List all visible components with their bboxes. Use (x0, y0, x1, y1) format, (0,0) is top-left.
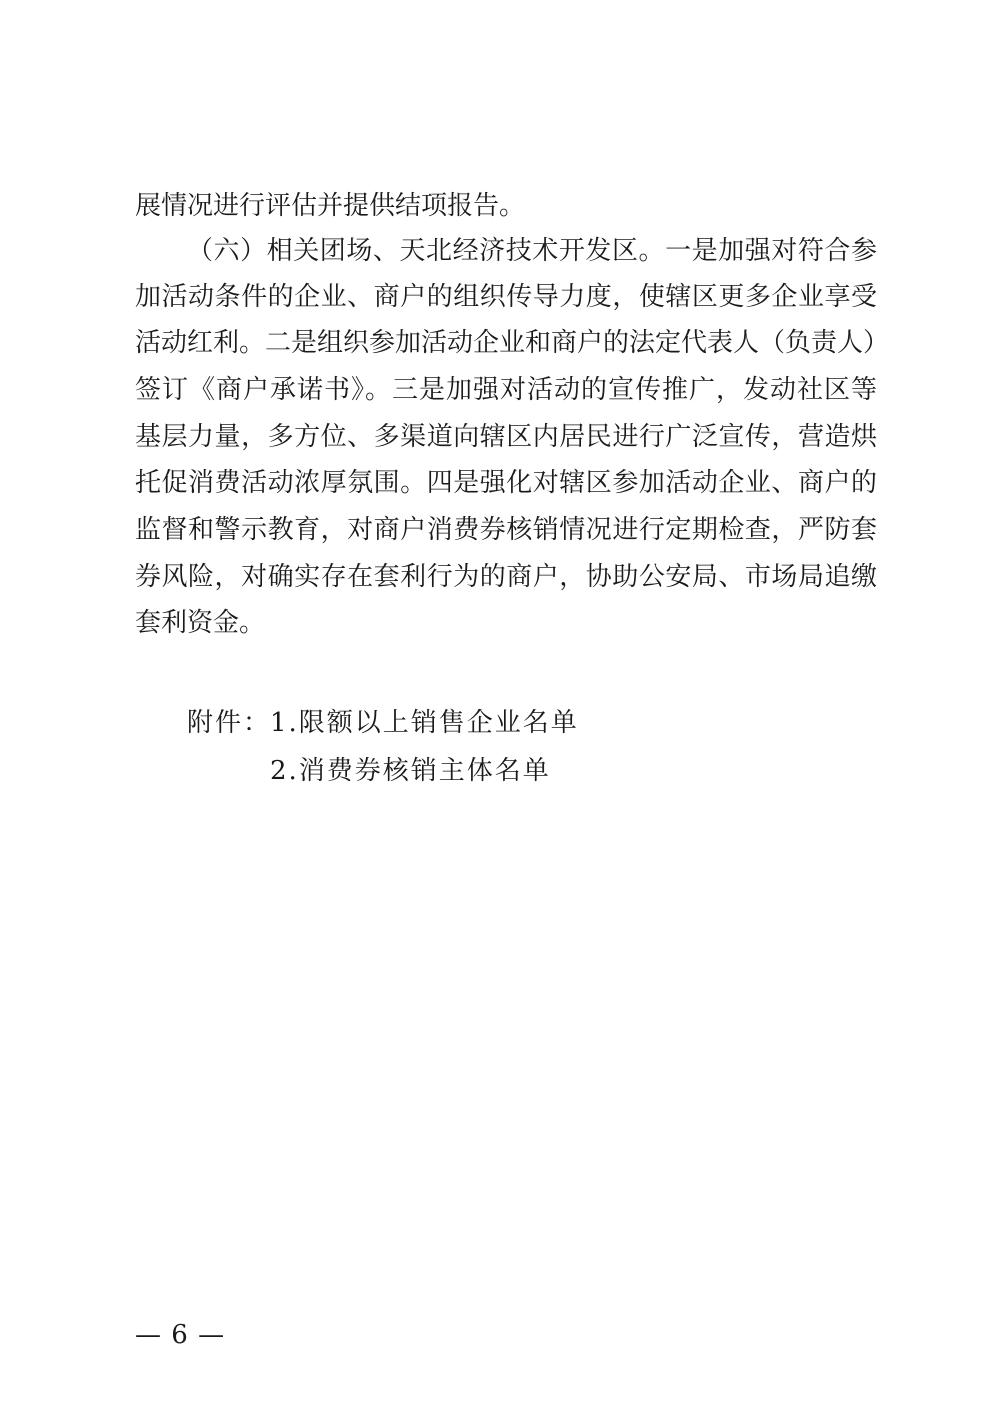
paragraph-line: 套利资金。 (135, 608, 266, 638)
page-number: — 6 — (135, 1320, 226, 1350)
paragraph-line: 签订《商户承诺书》。三是加强对活动的宣传推广，发动社区等 (135, 375, 877, 405)
attachments-label: 附件： (187, 708, 272, 738)
paragraph-line: 活动红利。二是组织参加活动企业和商户的法定代表人（负责人） (135, 328, 890, 358)
paragraph-line: 监督和警示教育，对商户消费券核销情况进行定期检查，严防套 (135, 515, 877, 545)
paragraph-line: 加活动条件的企业、商户的组织传导力度，使辖区更多企业享受 (135, 282, 877, 312)
paragraph-line: （六）相关团场、天北经济技术开发区。一是加强对符合参 (187, 236, 877, 266)
paragraph-line: 托促消费活动浓厚氛围。四是强化对辖区参加活动企业、商户的 (135, 468, 877, 498)
paragraph-line: 基层力量，多方位、多渠道向辖区内居民进行广泛宣传，营造烘 (135, 422, 877, 452)
attachment-item: 1.限额以上销售企业名单 (270, 708, 579, 738)
paragraph-line: 展情况进行评估并提供结项报告。 (135, 191, 526, 221)
attachment-item: 2.消费券核销主体名单 (270, 756, 551, 786)
paragraph-line: 券风险，对确实存在套利行为的商户，协助公安局、市场局追缴 (135, 562, 877, 592)
